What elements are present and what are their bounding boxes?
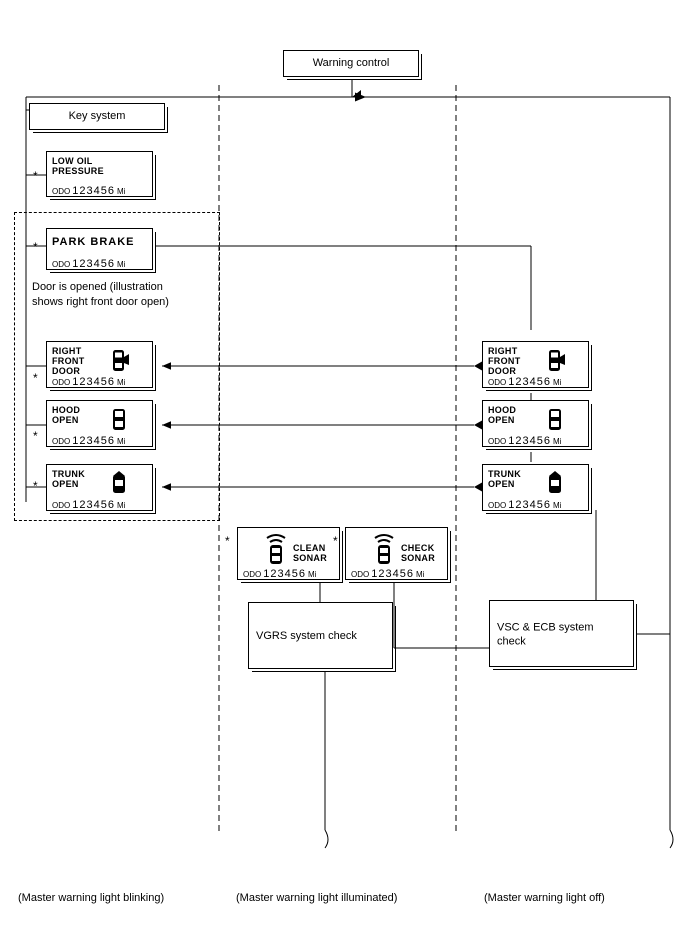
car-trunk-open-icon [546,471,564,495]
vgrs-system-check-label: VGRS system check [256,630,357,643]
rfd-off-line1: RIGHT [488,346,518,356]
key-system-label: Key system [68,109,126,122]
odo-number: 123456 [508,376,551,388]
car-door-open-icon [108,349,130,373]
odo-label: ODO [52,437,71,446]
hood-open-blink-message [52,405,80,425]
right-front-door-blink-odometer [52,376,125,388]
check-sonar-line1: CHECK [401,543,435,553]
clean-sonar-asterisk: * [225,534,230,548]
vgrs-system-check-box [248,602,396,672]
odo-label: ODO [52,378,71,387]
hood-open-off-odometer [488,435,561,447]
trunk-open-off-panel [482,464,592,514]
clean-sonar-line2: SONAR [293,553,328,564]
key-system-box [29,103,168,133]
odo-unit: Mi [116,501,126,510]
car-hood-open-icon [110,408,128,432]
vsc-ecb-system-check-box [489,600,637,670]
clean-sonar-panel [237,527,343,583]
warning-control-label: Warning control [312,56,390,69]
caption-off: (Master warning light off) [484,892,605,904]
low-oil-pressure-line1: LOW OIL [52,156,93,166]
trunk-off-line1: TRUNK [488,469,521,479]
caption-illuminated: (Master warning light illuminated) [236,892,398,904]
vsc-ecb-line1: VSC & ECB system [497,621,594,634]
park-brake-panel [46,228,156,273]
odo-number: 123456 [371,568,414,580]
low-oil-pressure-asterisk: * [33,169,38,183]
check-sonar-asterisk: * [333,534,338,548]
odo-unit: Mi [116,437,126,446]
rfd-line2: FRONT [52,356,85,367]
check-sonar-message [401,543,435,563]
door-open-note [32,280,222,310]
check-sonar-odometer [351,568,424,580]
check-sonar-panel [345,527,451,583]
low-oil-pressure-panel [46,151,156,200]
sonar-car-icon [369,532,399,566]
right-front-door-off-message [488,346,521,376]
odo-unit: Mi [116,260,126,269]
check-sonar-line2: SONAR [401,553,436,564]
clean-sonar-odometer [243,568,316,580]
trunk-off-line2: OPEN [488,479,515,490]
odo-label: ODO [351,570,370,579]
hood-line2: OPEN [52,415,79,426]
odo-label: ODO [488,437,507,446]
clean-sonar-message [293,543,327,563]
sonar-car-icon [261,532,291,566]
rfd-line3: DOOR [52,366,81,377]
odo-number: 123456 [72,435,115,447]
odo-unit: Mi [552,378,562,387]
trunk-open-off-odometer [488,499,561,511]
odo-label: ODO [52,501,71,510]
odo-number: 123456 [263,568,306,580]
low-oil-pressure-message [52,156,104,176]
odo-unit: Mi [307,570,317,579]
odo-label: ODO [52,260,71,269]
door-note-line1: Door is opened (illustration [32,281,163,293]
odo-unit: Mi [116,187,126,196]
odo-unit: Mi [415,570,425,579]
odo-number: 123456 [508,435,551,447]
trunk-line1: TRUNK [52,469,85,479]
clean-sonar-line1: CLEAN [293,543,326,553]
odo-label: ODO [52,187,71,196]
odo-number: 123456 [508,499,551,511]
odo-number: 123456 [72,376,115,388]
hood-line1: HOOD [52,405,81,415]
hood-open-off-panel [482,400,592,450]
car-trunk-open-icon [110,471,128,495]
low-oil-pressure-line2: PRESSURE [52,166,104,177]
right-front-door-blink-panel [46,341,156,391]
odo-number: 123456 [72,258,115,270]
trunk-open-blink-asterisk: * [33,479,38,493]
odo-number: 123456 [72,499,115,511]
odo-unit: Mi [552,437,562,446]
trunk-line2: OPEN [52,479,79,490]
park-brake-odometer [52,258,125,270]
hood-open-off-message [488,405,516,425]
trunk-open-blink-panel [46,464,156,514]
park-brake-asterisk: * [33,240,38,254]
right-front-door-off-panel [482,341,592,391]
odo-label: ODO [488,378,507,387]
rfd-line1: RIGHT [52,346,82,356]
warning-control-box [283,50,422,80]
right-front-door-blink-message [52,346,85,376]
odo-label: ODO [243,570,262,579]
odo-number: 123456 [72,185,115,197]
car-door-open-icon [544,349,566,373]
odo-unit: Mi [116,378,126,387]
vsc-ecb-system-check-label [497,621,594,649]
rfd-off-line3: DOOR [488,366,517,377]
door-note-line2: shows right front door open) [32,295,169,308]
hood-open-blink-asterisk: * [33,429,38,443]
hood-off-line2: OPEN [488,415,515,426]
caption-blinking: (Master warning light blinking) [18,892,165,904]
right-front-door-off-odometer [488,376,561,388]
hood-open-blink-panel [46,400,156,450]
trunk-open-off-message [488,469,521,489]
car-hood-open-icon [546,408,564,432]
trunk-open-blink-odometer [52,499,125,511]
park-brake-message: PARK BRAKE [52,236,135,248]
hood-open-blink-odometer [52,435,125,447]
odo-unit: Mi [552,501,562,510]
right-front-door-blink-asterisk: * [33,371,38,385]
rfd-off-line2: FRONT [488,356,521,367]
odo-label: ODO [488,501,507,510]
vsc-ecb-line2: check [497,635,526,647]
trunk-open-blink-message [52,469,85,489]
low-oil-pressure-odometer [52,185,125,197]
hood-off-line1: HOOD [488,405,517,415]
